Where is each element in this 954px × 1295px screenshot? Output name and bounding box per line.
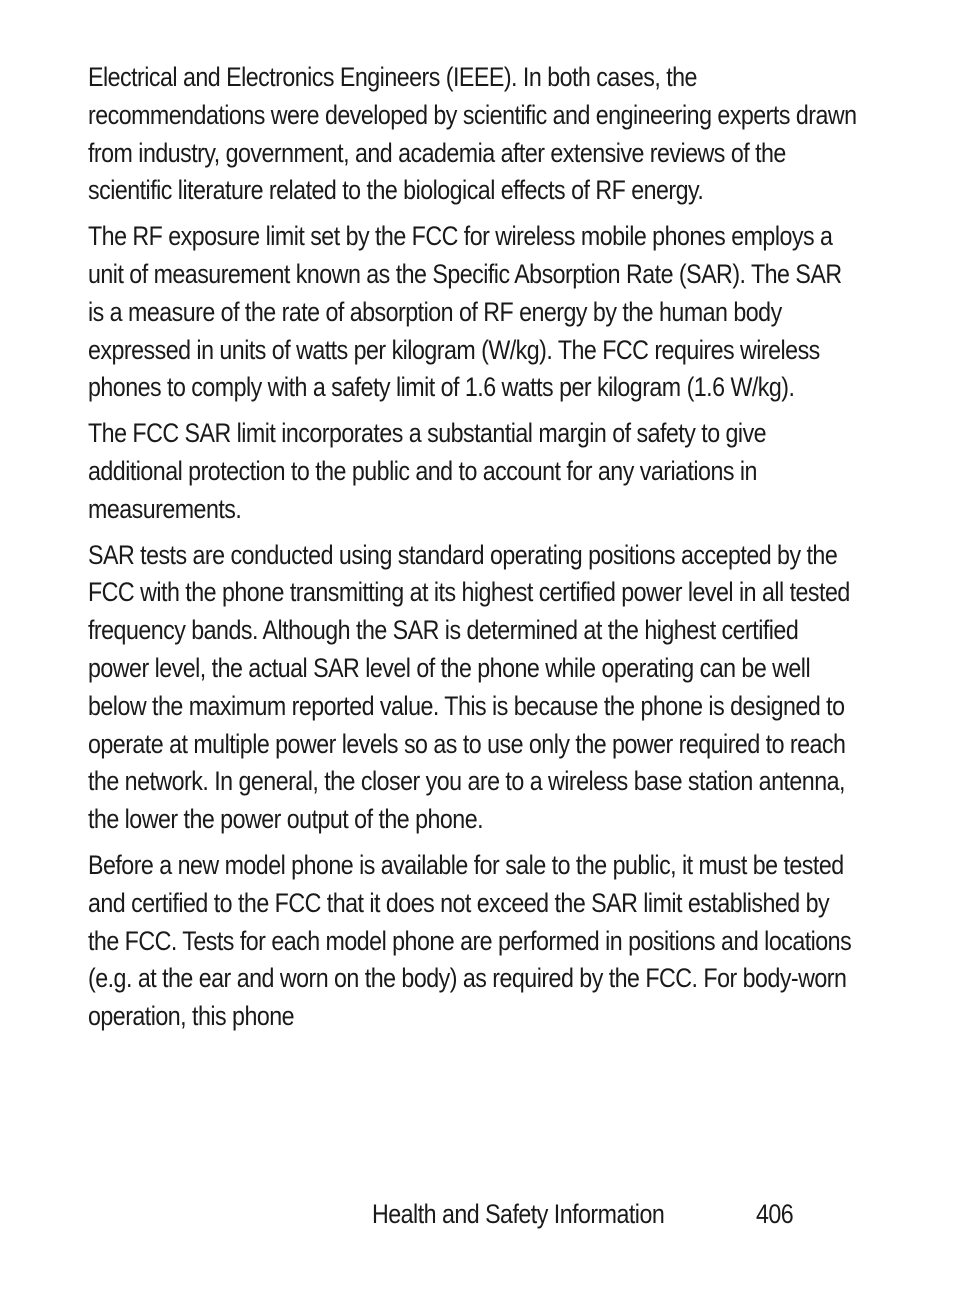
paragraph-ieee-recommendations: Electrical and Electronics Engineers (IEEE). In both cases, the recommendations were developed by scientific and engineering experts drawn from industry, government, and academia after extensive reviews of the scientific literature related to the biological effects of RF energy. [88,62,857,206]
page-number: 406 [756,1199,794,1229]
footer-section-title: Health and Safety Information [372,1199,665,1229]
paragraph-sar-definition: The RF exposure limit set by the FCC for wireless mobile phones employs a unit of measurement known as the Specific Absorption Rate (SAR). The SAR is a measure of the rate of absorption of RF energy by the human body expressed in units of watts per kilogram (W/kg). The FCC requires wireless phones to comply with a safety limit of 1.6 watts per kilogram (1.6 W/kg). [88,221,842,403]
paragraph-sar-tests: SAR tests are conducted using standard operating positions accepted by the FCC with the phone transmitting at its highest certified power level in all tested frequency bands. Although the SAR is determined at the highest certified power level, the actual SAR level of the phone while operating can be well below the maximum reported value. This is because the phone is designed to operate at multiple power levels so as to use only the power required to reach the network. In general, the closer you are to a wireless base station antenna, the lower the power output of the phone. [88,539,850,835]
page-footer [0,1196,954,1232]
body-text [88,59,858,1044]
paragraph-safety-margin: The FCC SAR limit incorporates a substantial margin of safety to give additional protection to the public and to account for any variations in measurements. [88,418,767,524]
paragraph-certification: Before a new model phone is available for sale to the public, it must be tested and certified to the FCC that it does not exceed the SAR limit established by the FCC. Tests for each model phone are performed in positions and locations (e.g. at the ear and worn on the body) as required by the FCC. For body-worn operation, this phone [88,849,852,1032]
